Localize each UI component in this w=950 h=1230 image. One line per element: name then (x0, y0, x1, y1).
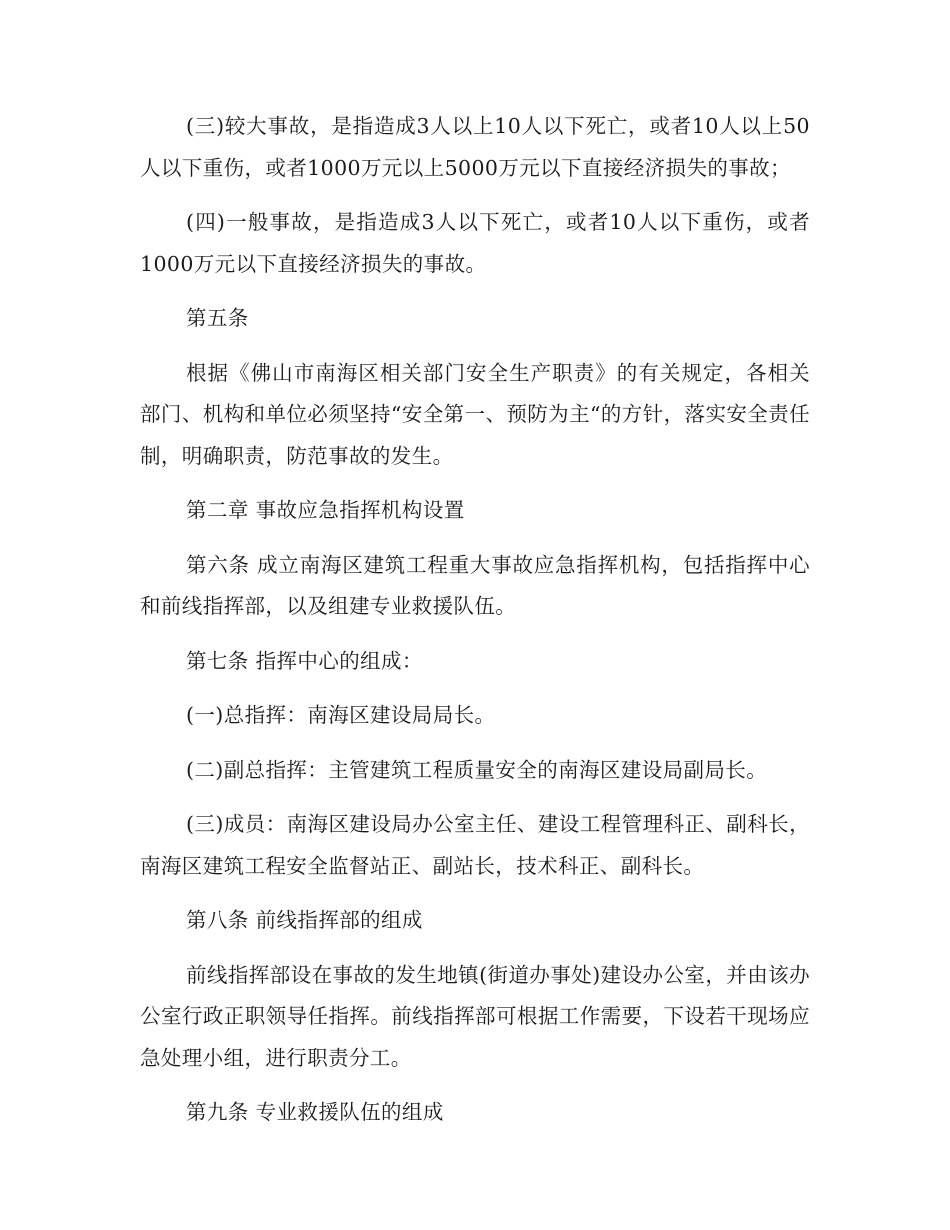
document-body (140, 106, 810, 1147)
chapter-2-heading: 第二章 事故应急指挥机构设置 (186, 498, 465, 522)
paragraph-front-command: 前线指挥部设在事故的发生地镇(街道办事处)建设办公室，并由该办公室行政正职领导任指挥。前线指挥部可根据工作需要，下设若干现场应急处理小组，进行职责分工。 (140, 962, 810, 1070)
article-7-heading: 第七条 指挥中心的组成： (186, 648, 423, 673)
paragraph-article-5-body: 根据《佛山市南海区相关部门安全生产职责》的有关规定，各相关部门、机构和单位必须坚持“安全第一、预防为主“的方针，落实安全责任制，明确职责，防范事故的发生。 (140, 360, 810, 468)
paragraph-general-accident: (四)一般事故，是指造成3人以下死亡，或者10人以下重伤，或者1000万元以下直接经济损失的事故。 (140, 210, 810, 276)
article-8-heading: 第八条 前线指挥部的组成 (186, 908, 423, 932)
paragraph-commander: (一)总指挥：南海区建设局局长。 (186, 703, 496, 727)
paragraph-major-accident: (三)较大事故，是指造成3人以上10人以下死亡，或者10人以上50人以下重伤，或者1000万元以上5000万元以下直接经济损失的事故； (140, 114, 810, 180)
article-9-heading: 第九条 专业救援队伍的组成 (186, 1100, 444, 1124)
article-5-heading: 第五条 (186, 306, 249, 330)
paragraph-members: (三)成员：南海区建设局办公室主任、建设工程管理科正、副科长，南海区建筑工程安全监督站正、副站长，技术科正、副科长。 (140, 812, 810, 878)
paragraph-deputy-commander: (二)副总指挥：主管建筑工程质量安全的南海区建设局副局长。 (186, 757, 768, 782)
paragraph-article-6: 第六条 成立南海区建筑工程重大事故应急指挥机构，包括指挥中心和前线指挥部，以及组建专业救援队伍。 (140, 552, 810, 618)
